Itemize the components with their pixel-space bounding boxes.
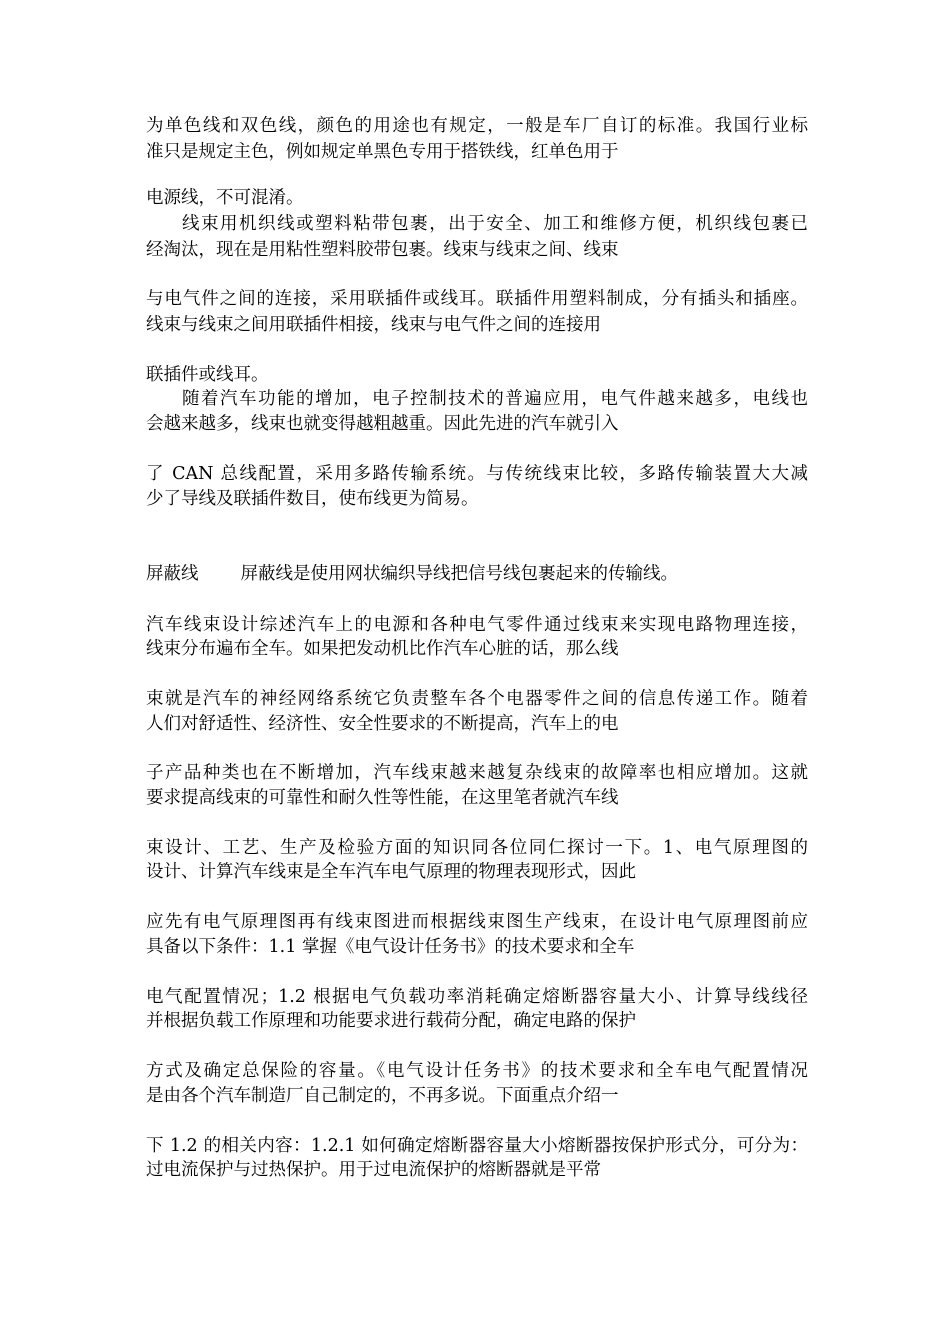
text-line: 束设计、工艺、生产及检验方面的知识同各位同仁探讨一下。1、电气原理图的 — [146, 838, 808, 858]
text-line: 下 1.2 的相关内容：1.2.1 如何确定熔断器容量大小熔断器按保护形式分，可分为： — [146, 1136, 808, 1156]
text-line: 准只是规定主色，例如规定单黑色专用于搭铁线，红单色用于 — [146, 142, 619, 162]
text-line: 线束用机织线或塑料粘带包裹，出于安全、加工和维修方便，机织线包裹已 — [182, 214, 808, 234]
term-definition-line — [146, 561, 808, 587]
text-line: 会越来越多，线束也就变得越粗越重。因此先进的汽车就引入 — [146, 414, 619, 434]
text-line: 电源线，不可混淆。 — [146, 188, 304, 208]
text-line: 电气配置情况；1.2 根据电气负载功率消耗确定熔断器容量大小、计算导线线径 — [146, 987, 808, 1007]
text-line: 与电气件之间的连接，采用联插件或线耳。联插件用塑料制成，分有插头和插座。 — [146, 289, 808, 309]
text-line: 线束与线束之间用联插件相接，线束与电气件之间的连接用 — [146, 315, 601, 335]
text-line: 过电流保护与过热保护。用于过电流保护的熔断器就是平常 — [146, 1160, 601, 1180]
text-line: 并根据负载工作原理和功能要求进行载荷分配，确定电路的保护 — [146, 1011, 636, 1031]
text-line: 随着汽车功能的增加，电子控制技术的普遍应用，电气件越来越多，电线也 — [182, 389, 808, 409]
text-line: 了 CAN 总线配置，采用多路传输系统。与传统线束比较，多路传输装置大大减 — [146, 464, 808, 484]
text-line: 线束分布遍布全车。如果把发动机比作汽车心脏的话，那么线 — [146, 639, 619, 659]
text-line: 经淘汰，现在是用粘性塑料胶带包裹。线束与线束之间、线束 — [146, 240, 619, 260]
text-line: 要求提高线束的可靠性和耐久性等性能，在这里笔者就汽车线 — [146, 788, 619, 808]
text-line: 联插件或线耳。 — [146, 365, 269, 385]
text-line: 是由各个汽车制造厂自己制定的，不再多说。下面重点介绍一 — [146, 1086, 619, 1106]
text-line: 人们对舒适性、经济性、安全性要求的不断提高，汽车上的电 — [146, 714, 619, 734]
text-line: 束就是汽车的神经网络系统它负责整车各个电器零件之间的信息传递工作。随着 — [146, 689, 808, 709]
text-line: 为单色线和双色线，颜色的用途也有规定，一般是车厂自订的标准。我国行业标 — [146, 116, 808, 136]
text-line: 具备以下条件：1.1 掌握《电气设计任务书》的技术要求和全车 — [146, 937, 635, 957]
text-line: 子产品种类也在不断增加，汽车线束越来越复杂线束的故障率也相应增加。这就 — [146, 763, 808, 783]
text-line: 汽车线束设计综述汽车上的电源和各种电气零件通过线束来实现电路物理连接， — [146, 615, 808, 635]
term-label: 屏蔽线 — [146, 564, 199, 584]
text-line: 少了导线及联插件数目，使布线更为简易。 — [146, 489, 479, 509]
text-line: 方式及确定总保险的容量。《电气设计任务书》的技术要求和全车电气配置情况 — [146, 1061, 808, 1081]
text-line: 设计、计算汽车线束是全车汽车电气原理的物理表现形式，因此 — [146, 862, 636, 882]
text-line: 应先有电气原理图再有线束图进而根据线束图生产线束，在设计电气原理图前应 — [146, 912, 808, 932]
term-definition: 屏蔽线是使用网状编织导线把信号线包裹起来的传输线。 — [240, 564, 678, 584]
